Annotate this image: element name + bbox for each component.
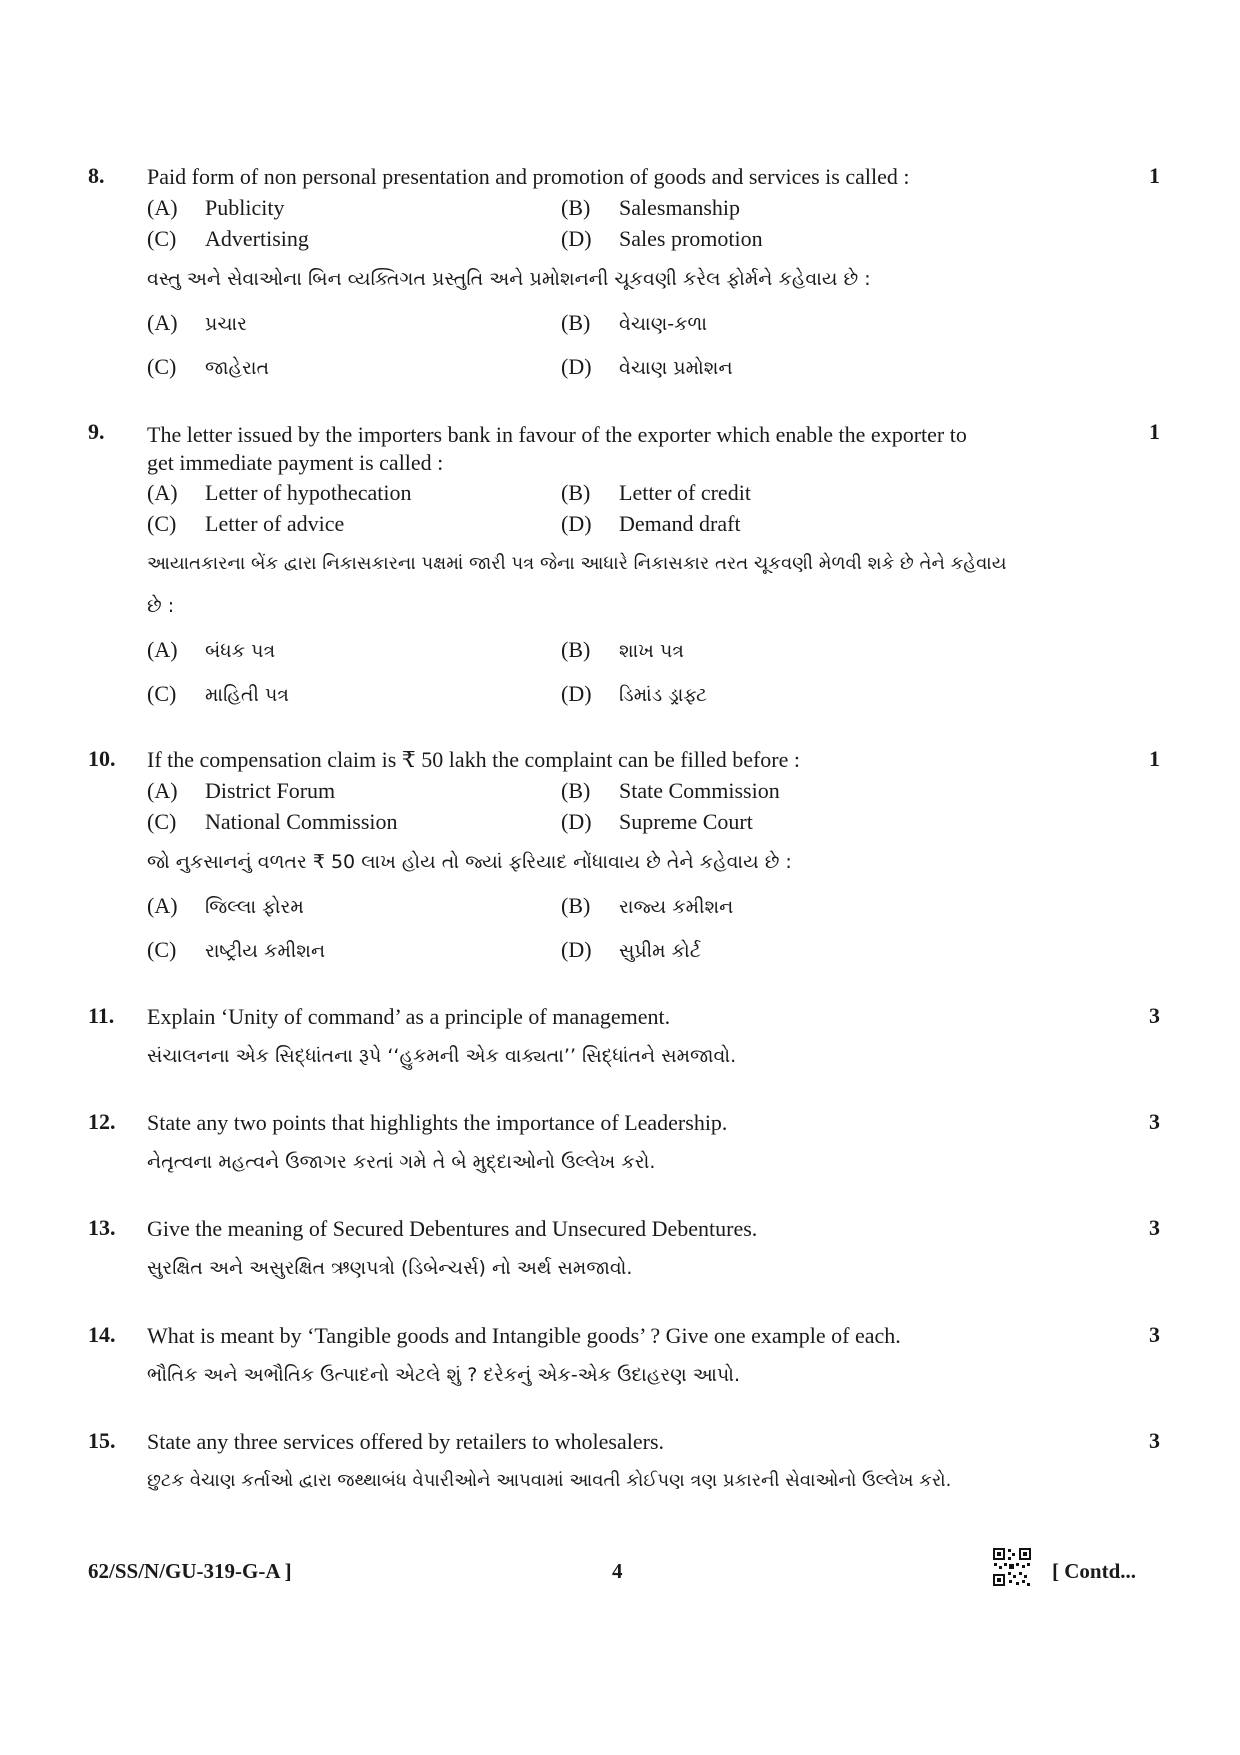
option-c-gu: (C) જાહેરાત (147, 354, 270, 379)
question-text-en: Give the meaning of Secured Debentures and Unsecured Debentures. (147, 1216, 758, 1241)
page-footer (0, 1559, 1240, 1599)
question-text-en: State any two points that highlights the importance of Leadership. (147, 1110, 728, 1135)
question-text-gu-line2: છે : (147, 595, 175, 617)
question-marks: 3 (1149, 1322, 1160, 1347)
question-number: 9. (88, 419, 105, 444)
question-text-gu: સંચાલનના એક સિદ્ધાંતના રૂપે ‘‘હુકમની એક વાક્યતા’’ સિદ્ધાંતને સમજાવો. (147, 1045, 737, 1067)
question-number: 13. (88, 1215, 116, 1240)
question-text-en: If the compensation claim is ₹ 50 lakh the complaint can be filled before : (147, 747, 801, 772)
question-text-gu: નેતૃત્વના મહત્વને ઉજાગર કરતાં ગમે તે બે મુદ્દાઓનો ઉલ્લેખ કરો. (147, 1151, 656, 1173)
question-marks: 3 (1149, 1109, 1160, 1134)
question-text-gu: ભૌતિક અને અભૌતિક ઉત્પાદનો એટલે શું ? દરેકનું એક-એક ઉદાહરણ આપો. (147, 1364, 741, 1386)
question-marks: 3 (1149, 1003, 1160, 1028)
continued-label: [ Contd... (1052, 1559, 1137, 1583)
page-number: 4 (612, 1559, 623, 1583)
option-b-en: (B) Salesmanship (561, 195, 740, 220)
option-b-en: (B) Letter of credit (561, 480, 751, 505)
question-number: 15. (88, 1428, 116, 1453)
option-c-en: (C) Advertising (147, 226, 309, 251)
question-text-en-line2: get immediate payment is called : (147, 450, 444, 475)
option-b-gu: (B) શાખ પત્ર (561, 637, 684, 662)
question-number: 12. (88, 1109, 116, 1134)
question-text-en: State any three services offered by retailers to wholesalers. (147, 1429, 664, 1454)
option-a-gu: (A) જિલ્લા ફોરમ (147, 893, 304, 918)
question-marks: 1 (1149, 746, 1160, 771)
option-d-en: (D) Sales promotion (561, 226, 763, 251)
question-text-en: Explain ‘Unity of command’ as a principle of management. (147, 1004, 671, 1029)
question-marks: 1 (1149, 419, 1160, 444)
question-text-gu: જો નુકસાનનું વળતર ₹ 50 લાખ હોય તો જ્યાં ફરિયાદ નોંધાવાય છે તેને કહેવાય છે : (147, 851, 792, 873)
question-number: 14. (88, 1322, 116, 1347)
question-marks: 1 (1149, 163, 1160, 188)
question-text-gu: વસ્તુ અને સેવાઓના બિન વ્યક્તિગત પ્રસ્તુતિ અને પ્રમોશનની ચૂકવણી કરેલ ફોર્મને કહેવાય છે : (147, 268, 871, 290)
option-c-gu: (C) માહિતી પત્ર (147, 681, 289, 706)
option-d-en: (D) Supreme Court (561, 809, 753, 834)
option-b-gu: (B) રાજ્ય કમીશન (561, 893, 734, 918)
question-number: 11. (88, 1003, 115, 1028)
question-marks: 3 (1149, 1428, 1160, 1453)
question-marks: 3 (1149, 1215, 1160, 1240)
qr-code-icon (992, 1547, 1032, 1587)
question-text-gu-line1: આયાતકારના બેંક દ્વારા નિકાસકારના પક્ષમાં જારી પત્ર જેના આધારે નિકાસકાર તરત ચૂકવણી મેળવી શકે છે તેને કહેવાય (147, 553, 1007, 574)
option-c-en: (C) Letter of advice (147, 511, 345, 536)
option-b-en: (B) State Commission (561, 778, 780, 803)
question-text-gu: છુટક વેચાણ કર્તાઓ દ્વારા જથ્થાબંધ વેપારીઓને આપવામાં આવતી કોઈપણ ત્રણ પ્રકારની સેવાઓનો ઉલ્લેખ કરો. (147, 1470, 952, 1491)
option-a-gu: (A) બંધક પત્ર (147, 637, 276, 662)
question-text-en-line1: The letter issued by the importers bank in favour of the exporter which enable the exporter to (147, 422, 967, 447)
paper-code: 62/SS/N/GU-319-G-A ] (88, 1559, 292, 1583)
question-number: 10. (88, 746, 116, 771)
question-number: 8. (88, 163, 105, 188)
option-a-en: (A) Publicity (147, 195, 285, 220)
question-text-en: What is meant by ‘Tangible goods and Intangible goods’ ? Give one example of each. (147, 1323, 901, 1348)
option-d-en: (D) Demand draft (561, 511, 741, 536)
option-a-gu: (A) પ્રચાર (147, 310, 248, 335)
option-d-gu: (D) ડિમાંડ ડ્રાફ્ટ (561, 681, 708, 706)
option-a-en: (A) District Forum (147, 778, 336, 803)
question-text-gu: સુરક્ષિત અને અસુરક્ષિત ઋણપત્રો (ડિબેન્ચર્સ) નો અર્થ સમજાવો. (147, 1257, 633, 1279)
option-d-gu: (D) વેચાણ પ્રમોશન (561, 354, 733, 379)
option-c-gu: (C) રાષ્ટ્રીય કમીશન (147, 937, 326, 962)
option-d-gu: (D) સુપ્રીમ કોર્ટ (561, 937, 701, 962)
option-a-en: (A) Letter of hypothecation (147, 480, 412, 505)
question-text-en: Paid form of non personal presentation and promotion of goods and services is called : (147, 164, 910, 189)
option-b-gu: (B) વેચાણ-કળા (561, 310, 708, 335)
option-c-en: (C) National Commission (147, 809, 398, 834)
